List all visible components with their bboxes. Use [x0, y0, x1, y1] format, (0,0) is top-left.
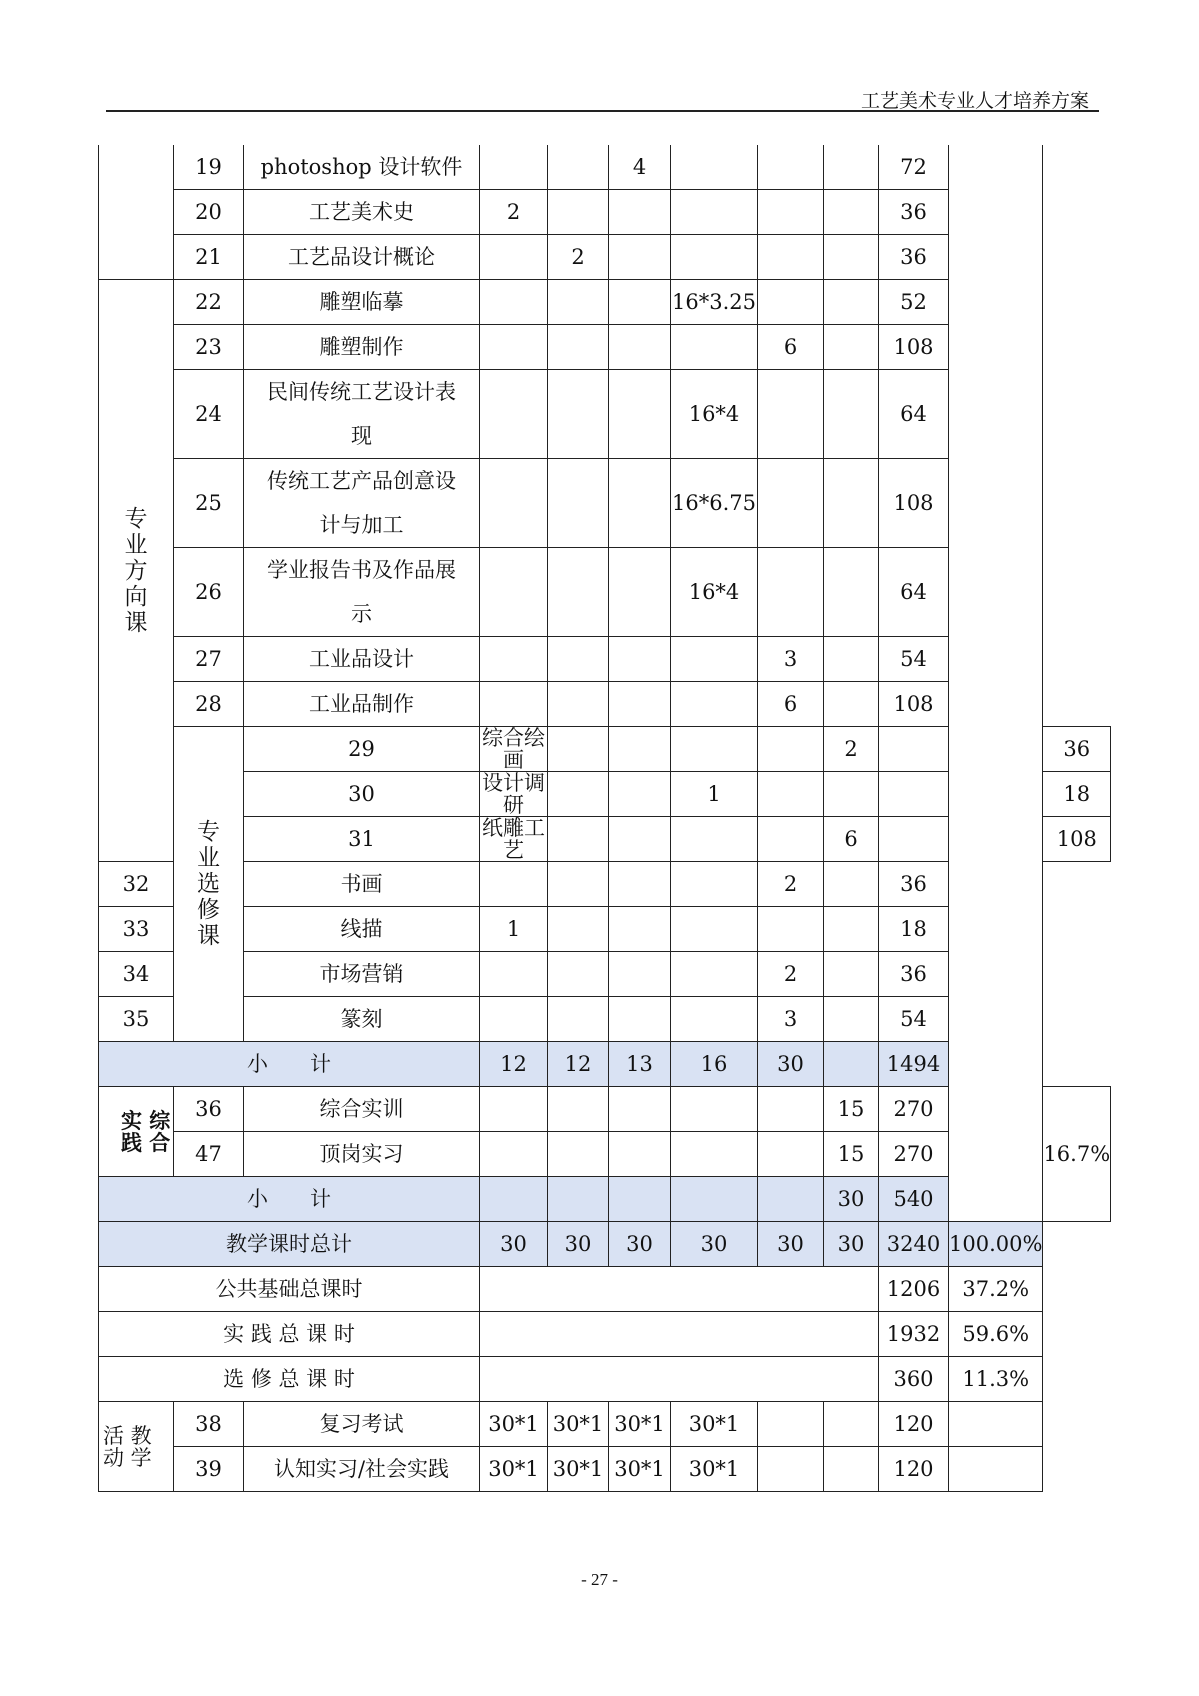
course-name-line2: 示 — [351, 602, 372, 626]
sem5-cell — [758, 235, 824, 280]
sem1-cell: 30 — [480, 1222, 548, 1267]
total-hours-cell: 1206 — [879, 1267, 949, 1312]
course-no: 38 — [174, 1402, 244, 1447]
course-no: 21 — [174, 235, 244, 280]
sem4-cell — [671, 952, 758, 997]
percent-cell-blank — [949, 145, 1043, 1222]
sem4-cell — [671, 325, 758, 370]
sem2-cell — [548, 325, 609, 370]
sem4-cell: 30*1 — [671, 1447, 758, 1492]
course-name: 工业品制作 — [244, 682, 480, 727]
sem2-cell — [548, 1132, 609, 1177]
sem2-cell — [548, 548, 609, 637]
course-name: 线描 — [244, 907, 480, 952]
course-name: 篆刻 — [244, 997, 480, 1042]
sem5-cell — [824, 772, 879, 817]
sem5-cell: 30 — [758, 1222, 824, 1267]
sem1-cell — [480, 280, 548, 325]
table-row — [99, 1402, 1111, 1447]
sem2-cell — [609, 772, 671, 817]
total-hours-cell: 36 — [879, 235, 949, 280]
sem6-cell — [879, 727, 949, 772]
course-name: 综合绘画 — [480, 727, 548, 772]
percent-cell — [949, 1447, 1043, 1492]
course-name: 雕塑临摹 — [244, 280, 480, 325]
sem4-cell — [671, 1177, 758, 1222]
sem3-cell — [609, 952, 671, 997]
course-name — [244, 370, 480, 459]
sem1-cell: 2 — [480, 190, 548, 235]
sem6-cell — [879, 817, 949, 862]
sem5-cell — [758, 280, 824, 325]
sem1-cell: 30*1 — [480, 1402, 548, 1447]
sem2-cell — [548, 862, 609, 907]
sem2-cell — [548, 370, 609, 459]
sem5-cell: 2 — [758, 862, 824, 907]
sem6-cell: 15 — [824, 1132, 879, 1177]
course-name: 书画 — [244, 862, 480, 907]
sem6-cell — [824, 370, 879, 459]
total-hours-cell: 54 — [879, 997, 949, 1042]
course-no: 23 — [174, 325, 244, 370]
group-cell-blank — [99, 145, 174, 280]
sem5-cell — [758, 907, 824, 952]
sem3-cell — [609, 280, 671, 325]
sem5-cell: 6 — [758, 682, 824, 727]
sem1-cell — [480, 997, 548, 1042]
sem3-cell — [609, 907, 671, 952]
sem5-cell: 3 — [758, 997, 824, 1042]
sem5-cell — [758, 145, 824, 190]
sem4-cell — [671, 235, 758, 280]
sem3-cell — [609, 1132, 671, 1177]
sem3-cell — [609, 190, 671, 235]
sem6-cell — [824, 190, 879, 235]
course-name-line2: 计与加工 — [319, 513, 404, 537]
course-name — [244, 548, 480, 637]
sem4-cell — [671, 637, 758, 682]
sem6-cell: 30 — [824, 1222, 879, 1267]
course-name: 设计调研 — [480, 772, 548, 817]
sem2-cell — [548, 280, 609, 325]
sem4-cell — [671, 907, 758, 952]
sem3-cell: 30*1 — [609, 1447, 671, 1492]
summary-label: 选 修 总 课 时 — [99, 1357, 480, 1402]
course-no: 29 — [244, 727, 480, 772]
sem4-cell — [758, 772, 824, 817]
sem2-cell — [548, 637, 609, 682]
sem1-cell — [480, 952, 548, 997]
total-hours-cell: 1932 — [879, 1312, 949, 1357]
grand-total-row — [99, 1222, 1111, 1267]
total-hours-cell: 18 — [879, 907, 949, 952]
sem6-cell — [824, 637, 879, 682]
sem3-cell: 30 — [609, 1222, 671, 1267]
sem4-cell — [758, 817, 824, 862]
sem5-cell: 30 — [758, 1042, 824, 1087]
sem1-cell — [480, 235, 548, 280]
sem6-cell — [824, 235, 879, 280]
sem2-cell — [548, 459, 609, 548]
course-no: 36 — [174, 1087, 244, 1132]
course-name: 工业品设计 — [244, 637, 480, 682]
course-no: 22 — [174, 280, 244, 325]
course-name: 市场营销 — [244, 952, 480, 997]
sem3-cell: 13 — [609, 1042, 671, 1087]
sem2-cell — [548, 1177, 609, 1222]
page-number: - 27 - — [581, 1570, 618, 1589]
summary-blank — [480, 1357, 879, 1402]
total-hours-cell: 64 — [879, 370, 949, 459]
sem1-cell — [480, 1177, 548, 1222]
total-hours-cell: 54 — [879, 637, 949, 682]
course-no: 30 — [244, 772, 480, 817]
sem3-cell: 4 — [609, 145, 671, 190]
course-name-line1: 民间传统工艺设计表 — [267, 380, 456, 404]
course-no: 33 — [99, 907, 174, 952]
sem2-cell — [609, 727, 671, 772]
sem3-cell — [609, 997, 671, 1042]
sem6-cell — [824, 682, 879, 727]
sem2-cell — [548, 682, 609, 727]
sem3-cell — [609, 325, 671, 370]
percent-cell — [949, 1402, 1043, 1447]
group-label-text: 践 合 — [121, 1129, 171, 1155]
practice-percent: 16.7% — [1043, 1087, 1111, 1222]
sem6-cell — [824, 862, 879, 907]
total-hours-cell: 108 — [879, 459, 949, 548]
sem1-cell — [548, 772, 609, 817]
table-row — [99, 145, 1111, 190]
sem3-cell — [609, 1087, 671, 1132]
sem1-cell: 12 — [480, 1042, 548, 1087]
sem5-cell — [758, 459, 824, 548]
group-label-practice — [99, 1087, 174, 1177]
sem2-cell — [548, 1087, 609, 1132]
course-no: 32 — [99, 862, 174, 907]
curriculum-hours-table — [98, 145, 1111, 1492]
sem1-cell — [480, 325, 548, 370]
sem1-cell — [480, 548, 548, 637]
course-no: 31 — [244, 817, 480, 862]
sem1-cell — [480, 682, 548, 727]
group-label-text: 专业选修课 — [197, 819, 220, 949]
sem4-cell: 16 — [671, 1042, 758, 1087]
total-hours-cell: 108 — [879, 325, 949, 370]
course-name-line1: 学业报告书及作品展 — [267, 558, 456, 582]
course-no: 39 — [174, 1447, 244, 1492]
summary-blank — [480, 1312, 879, 1357]
total-hours-cell: 270 — [879, 1132, 949, 1177]
sem6-cell — [824, 997, 879, 1042]
percent-cell: 59.6% — [949, 1312, 1043, 1357]
sem3-cell — [609, 1177, 671, 1222]
course-name-line2: 现 — [351, 424, 372, 448]
sem3-cell — [671, 817, 758, 862]
total-hours-cell: 270 — [879, 1087, 949, 1132]
sem2-cell: 30 — [548, 1222, 609, 1267]
sem5-cell — [758, 1177, 824, 1222]
document-header-title: 工艺美术专业人才培养方案 — [860, 90, 1089, 112]
total-hours-cell: 18 — [1043, 772, 1111, 817]
sem3-cell: 30*1 — [609, 1402, 671, 1447]
total-hours-cell: 3240 — [879, 1222, 949, 1267]
total-hours-cell: 120 — [879, 1402, 949, 1447]
course-name: 顶岗实习 — [244, 1132, 480, 1177]
sem5-cell — [758, 1087, 824, 1132]
total-hours-cell: 36 — [879, 190, 949, 235]
sem5-cell — [758, 548, 824, 637]
sem5-cell — [758, 1132, 824, 1177]
sem1-cell — [480, 862, 548, 907]
sem6-cell — [824, 145, 879, 190]
sem6-cell — [824, 1447, 879, 1492]
course-no: 28 — [174, 682, 244, 727]
total-hours-cell: 120 — [879, 1447, 949, 1492]
course-name — [244, 459, 480, 548]
sem3-cell — [609, 548, 671, 637]
subtotal-label: 小 计 — [99, 1042, 480, 1087]
sem5-cell: 2 — [758, 952, 824, 997]
course-no: 25 — [174, 459, 244, 548]
sem2-cell — [548, 907, 609, 952]
sem4-cell — [671, 997, 758, 1042]
table-row — [99, 1447, 1111, 1492]
sem2-cell: 30*1 — [548, 1447, 609, 1492]
total-hours-cell: 1494 — [879, 1042, 949, 1087]
sem4-cell — [671, 1132, 758, 1177]
group-label-elective — [174, 727, 244, 1042]
subtotal-label: 小 计 — [99, 1177, 480, 1222]
group-label-text: 动 学 — [103, 1445, 152, 1470]
total-hours-cell: 108 — [879, 682, 949, 727]
sem4-cell — [758, 727, 824, 772]
summary-row — [99, 1267, 1111, 1312]
sem1-cell — [548, 727, 609, 772]
course-no: 20 — [174, 190, 244, 235]
sem1-cell — [480, 459, 548, 548]
course-no: 27 — [174, 637, 244, 682]
sem6-cell — [824, 280, 879, 325]
sem3-cell — [609, 637, 671, 682]
summary-label: 实 践 总 课 时 — [99, 1312, 480, 1357]
sem5-cell — [758, 1447, 824, 1492]
group-label-activity — [99, 1402, 174, 1492]
course-name: 纸雕工艺 — [480, 817, 548, 862]
sem4-cell: 30 — [671, 1222, 758, 1267]
course-name: 工艺品设计概论 — [244, 235, 480, 280]
summary-row — [99, 1312, 1111, 1357]
sem3-cell — [609, 459, 671, 548]
summary-blank — [480, 1267, 879, 1312]
course-no: 24 — [174, 370, 244, 459]
sem4-cell — [671, 862, 758, 907]
header-rule — [106, 110, 1099, 112]
course-no: 34 — [99, 952, 174, 997]
total-hours-cell: 36 — [879, 862, 949, 907]
sem4-cell — [671, 190, 758, 235]
course-no: 19 — [174, 145, 244, 190]
sem6-cell — [824, 952, 879, 997]
course-name-line1: 传统工艺产品创意设 — [267, 469, 456, 493]
course-name: photoshop 设计软件 — [244, 145, 480, 190]
sem3-cell — [609, 235, 671, 280]
course-name: 复习考试 — [244, 1402, 480, 1447]
summary-label: 公共基础总课时 — [99, 1267, 480, 1312]
sem1-cell — [480, 145, 548, 190]
sem2-cell — [548, 997, 609, 1042]
total-hours-cell: 64 — [879, 548, 949, 637]
total-hours-cell: 36 — [879, 952, 949, 997]
total-hours-cell: 52 — [879, 280, 949, 325]
sem4-cell: 16*4 — [671, 370, 758, 459]
sem4-cell: 30*1 — [671, 1402, 758, 1447]
sem5-cell: 6 — [758, 325, 824, 370]
sem5-cell: 3 — [758, 637, 824, 682]
sem4-cell: 16*3.25 — [671, 280, 758, 325]
sem5-cell — [758, 190, 824, 235]
total-hours-cell: 360 — [879, 1357, 949, 1402]
group-label-text: 专业方向课 — [124, 505, 148, 636]
group-label-direction — [99, 280, 174, 862]
sem3-cell — [671, 727, 758, 772]
course-name: 认知实习/社会实践 — [244, 1447, 480, 1492]
sem1-cell — [548, 817, 609, 862]
sem1-cell: 30*1 — [480, 1447, 548, 1492]
sem6-cell — [879, 772, 949, 817]
sem1-cell: 1 — [480, 907, 548, 952]
group-label-text: 实 综 — [121, 1107, 171, 1133]
sem6-cell — [824, 325, 879, 370]
course-no: 35 — [99, 997, 174, 1042]
sem2-cell — [548, 952, 609, 997]
total-hours-cell: 540 — [879, 1177, 949, 1222]
sem3-cell — [609, 862, 671, 907]
sem1-cell — [480, 1132, 548, 1177]
sem2-cell — [548, 190, 609, 235]
total-hours-cell: 72 — [879, 145, 949, 190]
course-name: 雕塑制作 — [244, 325, 480, 370]
course-name: 工艺美术史 — [244, 190, 480, 235]
group-label-text: 活 教 — [103, 1423, 152, 1448]
percent-cell: 11.3% — [949, 1357, 1043, 1402]
sem6-cell — [824, 907, 879, 952]
sem1-cell — [480, 1087, 548, 1132]
sem5-cell: 6 — [824, 817, 879, 862]
course-no: 47 — [174, 1132, 244, 1177]
sem3-cell — [609, 682, 671, 727]
sem6-cell: 15 — [824, 1087, 879, 1132]
summary-row — [99, 1357, 1111, 1402]
sem4-cell — [671, 1087, 758, 1132]
sem4-cell: 16*6.75 — [671, 459, 758, 548]
sem3-cell — [609, 370, 671, 459]
course-name: 综合实训 — [244, 1087, 480, 1132]
sem6-cell — [824, 548, 879, 637]
percent-cell: 100.00% — [949, 1222, 1043, 1267]
total-hours-cell: 36 — [1043, 727, 1111, 772]
percent-cell: 37.2% — [949, 1267, 1043, 1312]
sem5-cell — [758, 1402, 824, 1447]
sem4-cell — [671, 682, 758, 727]
sem2-cell: 30*1 — [548, 1402, 609, 1447]
sem6-cell — [824, 459, 879, 548]
sem6-cell — [824, 1402, 879, 1447]
sem2-cell: 2 — [548, 235, 609, 280]
sem2-cell — [548, 145, 609, 190]
grand-total-label: 教学课时总计 — [99, 1222, 480, 1267]
sem6-cell: 30 — [824, 1177, 879, 1222]
sem2-cell — [609, 817, 671, 862]
sem6-cell — [824, 1042, 879, 1087]
sem5-cell: 2 — [824, 727, 879, 772]
sem3-cell: 1 — [671, 772, 758, 817]
course-no: 26 — [174, 548, 244, 637]
sem4-cell: 16*4 — [671, 548, 758, 637]
sem5-cell — [758, 370, 824, 459]
sem1-cell — [480, 637, 548, 682]
total-hours-cell: 108 — [1043, 817, 1111, 862]
sem4-cell — [671, 145, 758, 190]
sem2-cell: 12 — [548, 1042, 609, 1087]
sem1-cell — [480, 370, 548, 459]
